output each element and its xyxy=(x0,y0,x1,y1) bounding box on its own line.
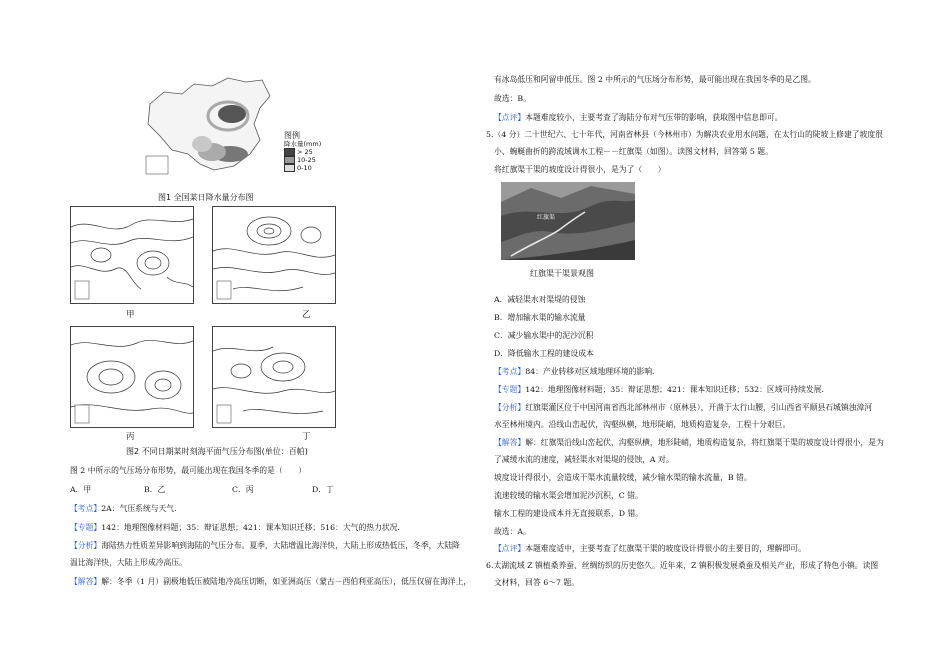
q5-fenxi-text-2: 水至林州境内。沿线山峦起伏，沟壑纵横，地形陡峭，地质构造复杂，工程十分艰巨。 xyxy=(494,420,791,429)
zhuanti xyxy=(70,522,405,533)
dianping-2 xyxy=(494,543,806,554)
photo-caption: 红旗渠干渠景观图 xyxy=(530,269,594,278)
q5-jieda-text-4: 流速较缓的输水渠会增加泥沙沉积，C 错。 xyxy=(494,491,643,500)
dianping-2-tag: 【点评】 xyxy=(494,544,526,553)
q5-jieda-text-3: 坡度设计得很小，会造成干渠水流量较缓，减少输水渠的输水流量，B 错。 xyxy=(494,473,752,482)
q5-jieda-tag: 【解答】 xyxy=(494,438,526,447)
option-a: A．甲 xyxy=(70,485,92,494)
q5-kaodian-tag: 【考点】 xyxy=(494,367,526,376)
panel-label-yi: 乙 xyxy=(302,310,311,320)
q5-zhuanti-tag: 【专题】 xyxy=(494,385,526,394)
pressure-panel-ding xyxy=(212,326,336,428)
q6-number: 6. xyxy=(486,561,494,570)
q5-option-c: C．减少输水渠中的泥沙沉积 xyxy=(494,331,594,340)
zhuanti-text: 142：地理图像材料题；35：辩证思想；421：课本知识迁移；516：大气的热力状况． xyxy=(101,523,406,532)
panel-label-bing: 丙 xyxy=(126,432,135,442)
q5-question: 将红旗渠干渠的坡度设计得很小，是为了（ ） xyxy=(494,165,666,174)
jieda xyxy=(70,576,471,587)
pressure-panel-jia xyxy=(70,206,194,304)
fenxi-text-2: 温比海洋快，大陆上形成冷高压。 xyxy=(70,558,187,567)
panel-label-ding: 丁 xyxy=(302,432,311,442)
q5-option-d: D．降低输水工程的建设成本 xyxy=(494,349,594,358)
q5-option-a: A．减轻渠水对渠堤的侵蚀 xyxy=(494,295,586,304)
legend-item-medium: 10-25 xyxy=(284,156,321,164)
q6-text-1: 太湖流域 Z 镇植桑养蚕、丝绸纺织的历史悠久。近年来，Z 镇积极发展桑蚕及相关产业，形成了特色小镇。读图 xyxy=(493,561,879,570)
q6-text-2: 文材料，回答 6～7 题。 xyxy=(494,578,580,587)
question-text: 图 2 中所示的气压场分布形势，最可能出现在我国冬季的是（ ） xyxy=(70,466,307,475)
fenxi-tag: 【分析】 xyxy=(70,541,102,550)
legend-item-light: 0-10 xyxy=(284,164,321,172)
q5-fenxi xyxy=(494,402,872,413)
dianping-text-2: 本题难度适中，主要考查了红旗渠干渠的坡度设计得很小的主要目的，理解即可。 xyxy=(525,544,806,553)
precipitation-map xyxy=(142,74,272,176)
q5-number: 5. xyxy=(486,130,494,139)
dianping-text-1: 本题难度较小，主要考查了海陆分布对气压带的影响，获取图中信息即可。 xyxy=(525,113,783,122)
q5-jieda-text-1: 解：红旗渠沿线山峦起伏，沟壑纵横，地形陡峭，地质构造复杂，将红旗渠干渠的坡度设计得很小，是为 xyxy=(525,438,884,447)
answer-1: 故选：B。 xyxy=(494,94,531,103)
continued-text: 有冰岛低压和阿留申低压。图 2 中所示的气压场分布形势，最可能出现在我国冬季的是乙图。 xyxy=(494,75,816,84)
q5-kaodian-text: 84：产业转移对区域地理环境的影响． xyxy=(525,367,660,376)
photo-label: 红旗渠 xyxy=(537,214,556,221)
dianping-tag: 【点评】 xyxy=(494,113,526,122)
fenxi-text-1: 海陆热力性质差异影响到海陆的气压分布。夏季，大陆增温比海洋快，大陆上形成热低压，冬季，大陆降 xyxy=(101,541,460,550)
pressure-panel-bing xyxy=(70,326,194,428)
legend-item-heavy: > 25 xyxy=(284,148,321,156)
fig1-caption: 图1 全国某日降水量分布图 xyxy=(158,193,254,202)
jieda-tag: 【解答】 xyxy=(70,577,102,586)
q5-zhuanti xyxy=(494,384,829,395)
zhuanti-tag: 【专题】 xyxy=(70,523,102,532)
q5-fenxi-text-1: 红旗渠灌区位于中国河南省西北部林州市（原林县），开凿于太行山腰，引山西省平顺县石城镇浊漳河 xyxy=(525,403,873,412)
option-d: D．丁 xyxy=(312,485,334,494)
option-c: C．丙 xyxy=(232,485,254,494)
q5-zhuanti-text: 142：地理图像材料题；35：辩证思想；421：课本知识迁移；532：区域可持续发展． xyxy=(525,385,830,394)
option-b: B．乙 xyxy=(144,485,166,494)
q5-fenxi-tag: 【分析】 xyxy=(494,403,526,412)
q5-jieda-text-2: 了减缓水流的速度，减轻渠水对渠堤的侵蚀，A 对。 xyxy=(494,455,674,464)
dianping-1 xyxy=(494,112,782,123)
q5-option-b: B．增加输水渠的输水流量 xyxy=(494,313,586,322)
q5-jieda xyxy=(494,437,884,448)
q6-line-1 xyxy=(486,560,878,571)
fig2-caption: 图2 不同日期某时刻海平面气压分布图(单位：百帕) xyxy=(126,447,308,456)
q5-text-2: 小、蜿蜒曲折的跨流域调水工程－－红旗渠（如图）。读图文材料，回答第 5 题。 xyxy=(494,147,773,156)
q5-jieda-text-5: 输水工程的建设成本并无直接联系，D 错。 xyxy=(494,509,644,518)
kaodian xyxy=(70,503,182,514)
legend-title: 图例 xyxy=(284,131,300,140)
q5-line-1 xyxy=(486,129,883,140)
fig1-legend xyxy=(284,132,321,172)
q5-kaodian xyxy=(494,366,660,377)
jieda-text-1: 解：冬季（1 月）副极地低压被陆地冷高压切断，如亚洲高压（蒙古－西伯利亚高压），低压仅留在海洋上， xyxy=(101,577,472,586)
pressure-panel-yi xyxy=(212,206,336,304)
kaodian-tag: 【考点】 xyxy=(70,504,102,513)
hongqi-canal-photo xyxy=(501,182,635,260)
answer-2: 故选：A。 xyxy=(494,527,531,536)
q5-text-1: （4 分）二十世纪六、七十年代，河南省林县（今林州市）为解决农业用水问题，在太行山的陡坡上修建了坡度很 xyxy=(493,130,883,139)
china-map-svg xyxy=(142,74,272,176)
fenxi xyxy=(70,540,460,551)
legend-subtitle: 降水量(mm) xyxy=(284,140,322,148)
panel-label-jia: 甲 xyxy=(126,310,135,320)
kaodian-text: 2A：气压系统与天气． xyxy=(101,504,182,513)
